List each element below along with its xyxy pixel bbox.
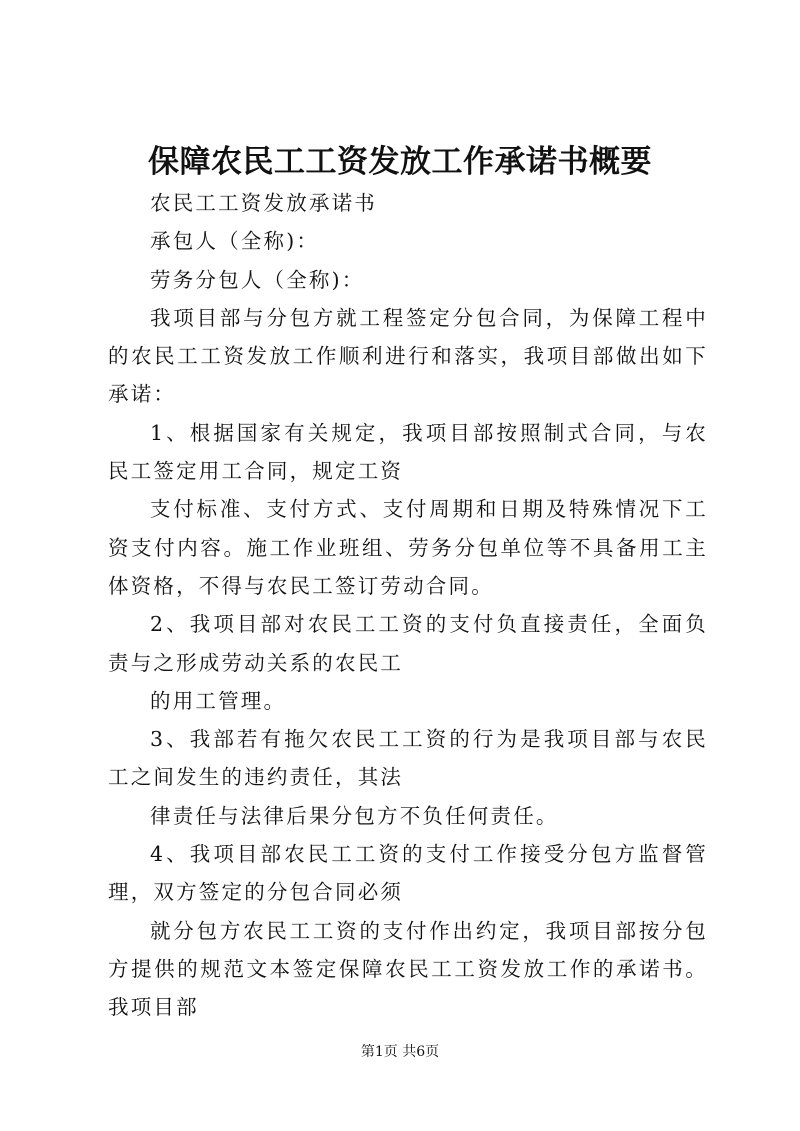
paragraph: 农民工工资发放承诺书 xyxy=(150,191,377,215)
paragraph: 承包人（全称)： xyxy=(150,229,320,254)
paragraph: 的用工管理。 xyxy=(150,688,287,713)
paragraph: 劳务分包人（全称)： xyxy=(150,267,365,292)
document-title: 保障农民工工资发放工作承诺书概要 xyxy=(148,144,652,180)
paragraph: 律责任与法律后果分包方不负任何责任。 xyxy=(150,803,559,828)
paragraph: 3、我部若有拖欠农民工工资的行为是我项目部与农民工之间发生的违约责任，其法 xyxy=(108,727,708,790)
paragraph: 就分包方农民工工资的支付作出约定，我项目部按分包方提供的规范文本签定保障农民工工资发放工作的承诺书。我项目部 xyxy=(108,918,708,1020)
paragraph: 1、根据国家有关规定，我项目部按照制式合同，与农民工签定用工合同，规定工资 xyxy=(108,420,708,484)
paragraph: 4、我项目部农民工工资的支付工作接受分包方监督管理，双方签定的分包合同必须 xyxy=(108,842,708,905)
paragraph: 2、我项目部对农民工工资的支付负直接责任，全面负责与之形成劳动关系的农民工 xyxy=(108,612,708,675)
paragraph: 我项目部与分包方就工程签定分包合同，为保障工程中的农民工工资发放工作顺利进行和落实，我项目部做出如下承诺： xyxy=(108,305,708,407)
paragraph: 支付标准、支付方式、支付周期和日期及特殊情况下工资支付内容。施工作业班组、劳务分包单位等不具备用工主体资格，不得与农民工签订劳动合同。 xyxy=(108,497,708,598)
page-number-footer: 第1页 共6页 xyxy=(360,1044,440,1060)
document-body xyxy=(108,184,708,1027)
